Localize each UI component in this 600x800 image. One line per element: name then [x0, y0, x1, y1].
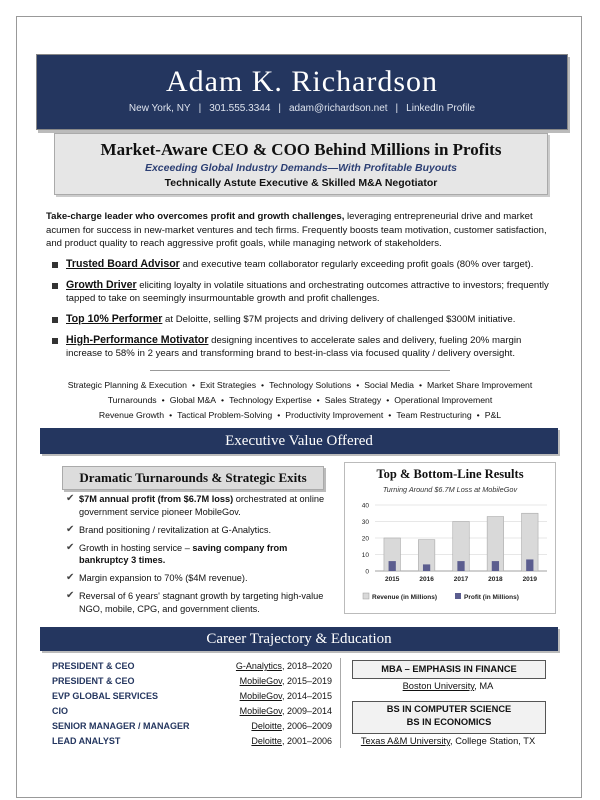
highlight-item: Trusted Board Advisor and executive team collaborator regularly exceeding profit goals (80% over target).	[52, 258, 556, 271]
keyword-line: Turnarounds • Global M&A • Technology Expertise • Sales Strategy • Operational Improvement	[107, 395, 493, 405]
career-list	[52, 659, 332, 749]
headline-tagline: Technically Astute Executive & Skilled M&A Negotiator	[164, 177, 438, 189]
y-tick-label: 0	[365, 568, 369, 576]
legend-label-revenue: Revenue (in Millions)	[372, 594, 438, 601]
x-tick-label: 2017	[453, 576, 469, 583]
highlight-list	[52, 258, 556, 368]
y-tick-label: 20	[361, 535, 369, 543]
achievement-list	[66, 493, 326, 621]
achievement-item: ✔ $7M annual profit (from $6.7M loss) orchestrated at online government service pioneer MobileGov.	[66, 493, 325, 517]
check-icon: ✔	[66, 493, 75, 504]
square-bullet-icon	[52, 262, 58, 268]
x-tick-label: 2016	[419, 576, 434, 583]
check-icon: ✔	[66, 590, 75, 601]
job-row: EVP GLOBAL SERVICES MobileGov, 2014–2015	[52, 691, 332, 701]
keyword-line: Strategic Planning & Execution • Exit Strategies • Technology Solutions • Social Media • Market Share Improvement	[67, 380, 533, 390]
achievement-item: ✔ Margin expansion to 70% ($4M revenue).	[66, 572, 248, 583]
legend-swatch-profit	[455, 593, 461, 599]
highlight-item: Top 10% Performer at Deloitte, selling $7M projects and driving delivery of challenged $300M initiative.	[52, 313, 556, 326]
job-row: PRESIDENT & CEO G-Analytics, 2018–2020	[52, 661, 332, 671]
highlight-item: High-Performance Motivator designing incentives to accelerate sales and delivery, fueling 20% margin increase to 58% in 2 years and transforming brand to best-in-class via focused quality / delivery oversight.	[52, 334, 556, 360]
keyword-block	[40, 378, 560, 423]
x-tick-label: 2018	[488, 576, 503, 583]
executive-value-banner: Executive Value Offered	[40, 428, 558, 454]
y-tick-label: 10	[361, 552, 369, 559]
headline-title: Market-Aware CEO & COO Behind Millions in Profits	[100, 140, 502, 159]
contact-phone: 301.555.3344	[209, 103, 271, 114]
square-bullet-icon	[52, 338, 58, 344]
x-tick-label: 2019	[522, 576, 538, 583]
career-banner: Career Trajectory & Education	[40, 627, 558, 651]
achievement-item: ✔ Brand positioning / revitalization at G-Analytics.	[66, 523, 272, 535]
contact-line: New York, NY | 301.555.3344 | adam@richardson.net | LinkedIn Profile	[128, 103, 476, 114]
column-divider	[340, 658, 341, 748]
results-chart	[344, 462, 556, 614]
job-row: SENIOR MANAGER / MANAGER Deloitte, 2006–2009	[52, 721, 332, 731]
contact-linkedin[interactable]: LinkedIn Profile	[406, 103, 476, 114]
square-bullet-icon	[52, 283, 58, 289]
degree-box: BS IN COMPUTER SCIENCE BS IN ECONOMICS	[352, 701, 546, 734]
school-line: Texas A&M University, College Station, TX	[360, 736, 536, 746]
keyword-line: Revenue Growth • Tactical Problem-Solving • Productivity Improvement • Team Restructuring • P&L	[98, 410, 502, 420]
name-banner	[36, 54, 568, 130]
profit-bar	[492, 561, 499, 571]
job-row: LEAD ANALYST Deloitte, 2001–2006	[52, 736, 332, 746]
y-tick-label: 40	[361, 502, 369, 510]
headline-box	[54, 133, 548, 195]
candidate-name: Adam K. Richardson	[165, 65, 439, 98]
contact-email[interactable]: adam@richardson.net	[289, 103, 388, 114]
check-icon: ✔	[66, 572, 75, 583]
summary-paragraph	[46, 210, 556, 251]
degree-box: MBA – EMPHASIS IN FINANCE	[352, 660, 546, 679]
job-row: CIO MobileGov, 2009–2014	[52, 706, 332, 716]
achievement-item: ✔ Reversal of 6 years' stagnant growth by targeting high-value NGO, mobile, CPG, and government clients.	[66, 590, 324, 614]
y-tick-label: 30	[361, 519, 369, 526]
headline-subtitle: Exceeding Global Industry Demands—With Profitable Buyouts	[144, 162, 458, 174]
check-icon: ✔	[66, 541, 75, 553]
check-icon: ✔	[66, 523, 75, 535]
chart-subtitle: Turning Around $6.7M Loss at MobileGov	[382, 485, 518, 494]
square-bullet-icon	[52, 317, 58, 323]
summary-lead: Take-charge leader who overcomes profit and growth challenges,	[46, 211, 345, 222]
chart-plot	[345, 463, 555, 613]
highlight-item: Growth Driver eliciting loyalty in volatile situations and orchestrating outcomes attractive to investors; frequently tapped to take on seemingly insurmountable growth and profit challenges.	[52, 279, 556, 305]
divider	[150, 370, 450, 371]
school-line: Boston University, MA	[402, 681, 494, 691]
profit-bar	[457, 561, 464, 571]
chart-title: Top & Bottom-Line Results	[376, 467, 524, 481]
job-row: PRESIDENT & CEO MobileGov, 2015–2019	[52, 676, 332, 686]
x-tick-label: 2015	[384, 576, 400, 583]
profit-bar	[423, 564, 430, 571]
profit-bar	[526, 559, 533, 571]
contact-location: New York, NY	[128, 103, 191, 114]
legend-swatch-revenue	[363, 593, 369, 599]
profit-bar	[389, 561, 396, 571]
summary-text: leveraging entrepreneurial drive and market acumen for success in new-market ventures and tech firms. Frequently boosts team motivation, customer satisfaction, and product quality to reach aggressive profit goals, while managing network of stakeholders.	[46, 211, 547, 249]
achievement-item: ✔ Growth in hosting service – saving company from bankruptcy 3 times.	[66, 541, 288, 565]
turnarounds-subbanner: Dramatic Turnarounds & Strategic Exits	[62, 466, 324, 490]
legend-label-profit: Profit (in Millions)	[464, 594, 519, 601]
